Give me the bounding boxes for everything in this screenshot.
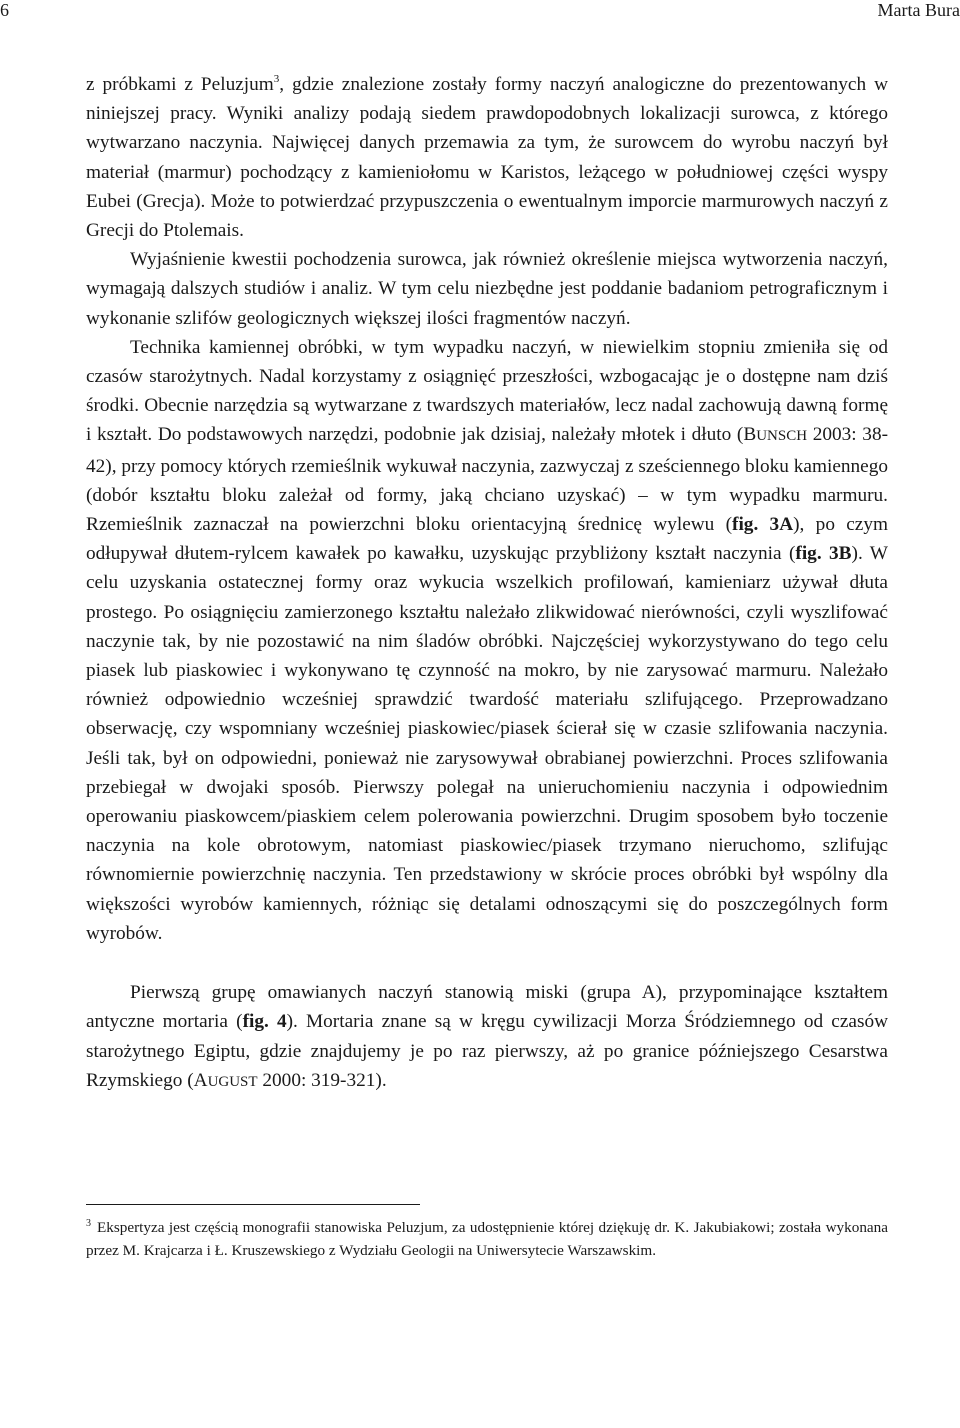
page-header	[0, 0, 960, 20]
body-text	[86, 70, 888, 1097]
footnote-reference[interactable]: 3	[273, 73, 280, 85]
small-caps-author: UGUST	[207, 1073, 258, 1090]
paragraph-2: Wyjaśnienie kwestii pochodzenia surowca, jak również określenie miejsca wytworzenia naczyń, wymagają dalszych studiów i analiz. W tym celu niezbędne jest poddanie badaniom petrograficznym i wykonanie szlifów geologicznych większej ilości fragmentów naczyń.	[86, 249, 888, 329]
page-number: 6	[0, 0, 9, 20]
figure-reference[interactable]: fig. 3B	[795, 543, 852, 565]
running-head-author: Marta Bura	[877, 0, 960, 20]
figure-reference[interactable]: fig. 4	[242, 1011, 287, 1033]
footnote-divider	[86, 1204, 420, 1205]
small-caps-author: UNSCH	[756, 428, 808, 445]
footnote-text: $^3$ Ekspertyza jest częścią monografii stanowiska Peluzjum, za udostępnienie której dziękuję dr. K. Jakubiakowi; została wykonana przez M. Krajcarza i Ł. Kruszewskiego z Wydziału Geologii na Uniwersytecie Warszawskim.	[86, 1218, 888, 1259]
figure-reference[interactable]: fig. 3A	[732, 514, 794, 536]
footnote	[86, 1216, 888, 1262]
paragraph-4: Pierwszą grupę omawianych naczyń stanowią miski (grupa A), przypominające kształtem antyczne mortaria (fig. 4). Mortaria znane są w kręgu cywilizacji Morza Śródziemnego od czasów starożytnego Egiptu, gdzie znajdujemy je po raz pierwszy, aż po granice późniejszego Cesarstwa Rzymskiego (AUGUST 2000: 319-321).	[86, 982, 889, 1091]
paragraph-1: z próbkami z Peluzjum$^3$, gdzie znalezione zostały formy naczyń analogiczne do prezentowanych w niniejszej pracy. Wyniki analizy podają siedem prawdopodobnych lokalizacji surowca, z którego wytwarzano naczynia. Najwięcej danych przemawia za tym, że surowcem do wyrobu naczyń był materiał (marmur) pochodzący z kamieniołomu w Karistos, leżącego w południowej części wyspy Eubei (Grecja). Może to potwierdzać przypuszczenia o ewentualnym imporcie marmurowych naczyń z Grecji do Ptolemais.	[86, 73, 888, 242]
footnote-mark: 3	[86, 1218, 91, 1229]
paragraph-3: Technika kamiennej obróbki, w tym wypadku naczyń, w niewielkim stopniu zmieniła się od czasów starożytnych. Nadal korzystamy z osiągnięć przeszłości, wzbogacając je o dostępne nam dziś środki. Obecnie narzędzia są wytwarzane z twardszych materiałów, lecz nadal zachowują dawną formę i kształt. Do podstawowych narzędzi, podobnie jak dzisiaj, należały młotek i dłuto (BUNSCH 2003: 38-42), przy pomocy których rzemieślnik wykuwał naczynia, zazwyczaj z sześciennego bloku kamiennego (dobór kształtu bloku zależał od formy, jaką chciano uzyskać) – w tym wypadku marmuru. Rzemieślnik zaznaczał na powierzchni bloku orientacyjną średnicę wylewu (fig. 3A), po czym odłupywał dłutem-rylcem kawałek po kawałku, uzyskując przybliżony kształt naczynia (fig. 3B). W celu uzyskania ostatecznej formy oraz wykucia wszelkich profilowań, kamieniarz używał dłuta prostego. Po osiągnięciu zamierzonego kształtu należało zlikwidować nierówności, czyli wyszlifować naczynie tak, by nie pozostawić na nim śladów obróbki. Najczęściej wykorzystywano do tego celu piasek lub piaskowiec i wykonywano tę czynność na mokro, by nie zarysować marmuru. Należało również odpowiednio wcześniej sprawdzić twardość materiału szlifującego. Przeprowadzano obserwację, czy wspomniany wcześniej piaskowiec/piasek ścierał się w czasie szlifowania naczynia. Jeśli tak, był on odpowiedni, ponieważ nie zarysowywał obrabianej powierzchni. Proces szlifowania przebiegał w dwojaki sposób. Pierwszy polegał na unieruchomieniu naczynia i odpowiednim operowaniu piaskowcem/piaskiem celem polerowania powierzchni. Drugim sposobem było toczenie naczynia na kole obrotowym, natomiast piaskowiec/piasek trzymano nieruchomo, szlifując równomiernie powierzchnię naczynia. Ten przedstawiony w skrócie proces obróbki był wspólny dla większości wyrobów kamiennych, różniąc się detalami odnoszącymi się do poszczególnych form wyrobów.	[86, 336, 889, 944]
